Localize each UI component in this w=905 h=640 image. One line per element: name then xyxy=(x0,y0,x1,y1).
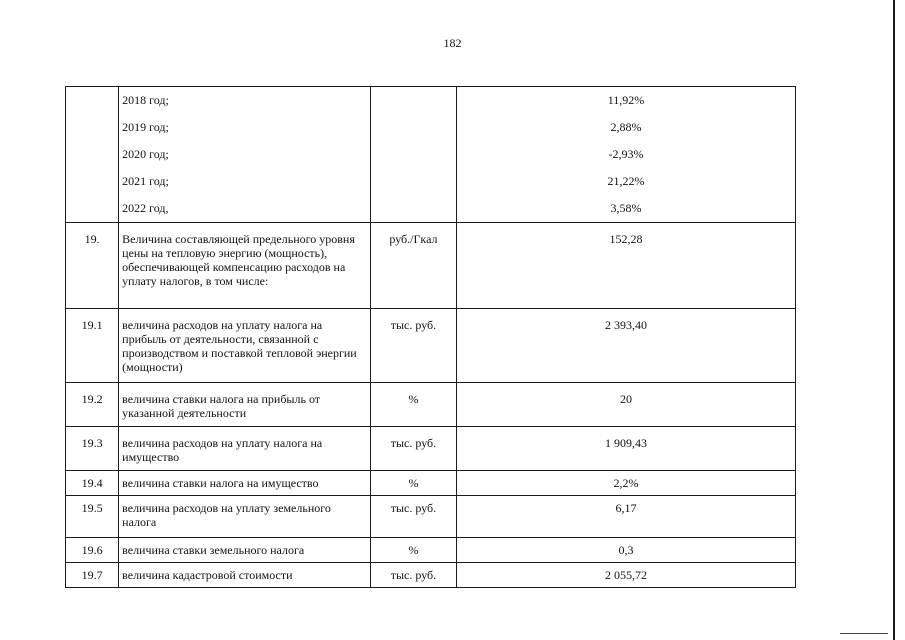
year-value: 21,22% xyxy=(457,168,796,195)
row-name: величина расходов на уплату налога на прибыль от деятельности, связанной с производством и поставкой тепловой энергии (мощности) xyxy=(119,309,371,383)
row-name: величина ставки налога на имущество xyxy=(119,471,371,496)
year-value: -2,93% xyxy=(457,141,796,168)
row-name: величина ставки налога на прибыль от указанной деятельности xyxy=(119,383,371,427)
row-unit: тыс. руб. xyxy=(370,563,456,588)
row-value: 2,2% xyxy=(457,471,796,496)
year-value: 2,88% xyxy=(457,114,796,141)
row-name: величина расходов на уплату налога на имущество xyxy=(119,427,371,471)
row-unit: % xyxy=(370,471,456,496)
table-row-19-5 xyxy=(66,496,796,538)
row-name: величина расходов на уплату земельного налога xyxy=(119,496,371,538)
table-row-year-2018 xyxy=(66,87,796,115)
year-value: 3,58% xyxy=(457,195,796,223)
scan-edge-mark xyxy=(840,633,888,634)
row-unit: тыс. руб. xyxy=(370,427,456,471)
table-row-19-1 xyxy=(66,309,796,383)
row-number: 19. xyxy=(66,223,119,309)
scan-edge-line xyxy=(893,0,895,640)
row-value: 2 055,72 xyxy=(457,563,796,588)
row-value: 0,3 xyxy=(457,538,796,563)
table-row-19-7 xyxy=(66,563,796,588)
tariff-table-container xyxy=(65,86,796,588)
table-row-19-4 xyxy=(66,471,796,496)
row-name: Величина составляющей предельного уровня цены на тепловую энергию (мощность), обеспечивающей компенсацию расходов на уплату налогов, в том числе: xyxy=(119,223,371,309)
row-number: 19.4 xyxy=(66,471,119,496)
row-value: 6,17 xyxy=(457,496,796,538)
year-label: 2021 год; xyxy=(119,168,371,195)
row-unit: руб./Гкал xyxy=(370,223,456,309)
row-number: 19.6 xyxy=(66,538,119,563)
row-value: 2 393,40 xyxy=(457,309,796,383)
row-unit: % xyxy=(370,538,456,563)
year-value: 11,92% xyxy=(457,87,796,115)
year-label: 2020 год; xyxy=(119,141,371,168)
row-name: величина кадастровой стоимости xyxy=(119,563,371,588)
row-number: 19.7 xyxy=(66,563,119,588)
row-number: 19.3 xyxy=(66,427,119,471)
table-row-19-3 xyxy=(66,427,796,471)
year-label: 2019 год; xyxy=(119,114,371,141)
table-row-year-2019 xyxy=(66,114,796,141)
row-number: 19.5 xyxy=(66,496,119,538)
row-value: 152,28 xyxy=(457,223,796,309)
row-value: 1 909,43 xyxy=(457,427,796,471)
table-row-19-6 xyxy=(66,538,796,563)
row-number: 19.1 xyxy=(66,309,119,383)
year-label: 2018 год; xyxy=(119,87,371,115)
row-value: 20 xyxy=(457,383,796,427)
year-label: 2022 год, xyxy=(119,195,371,223)
row-number: 19.2 xyxy=(66,383,119,427)
page-number: 182 xyxy=(443,36,462,50)
table-row-19 xyxy=(66,223,796,309)
table-row-19-2 xyxy=(66,383,796,427)
table-row-year-2020 xyxy=(66,141,796,168)
row-unit: тыс. руб. xyxy=(370,309,456,383)
table-row-year-2022 xyxy=(66,195,796,223)
row-unit: тыс. руб. xyxy=(370,496,456,538)
table-row-year-2021 xyxy=(66,168,796,195)
tariff-table xyxy=(65,86,796,588)
row-unit: % xyxy=(370,383,456,427)
row-name: величина ставки земельного налога xyxy=(119,538,371,563)
